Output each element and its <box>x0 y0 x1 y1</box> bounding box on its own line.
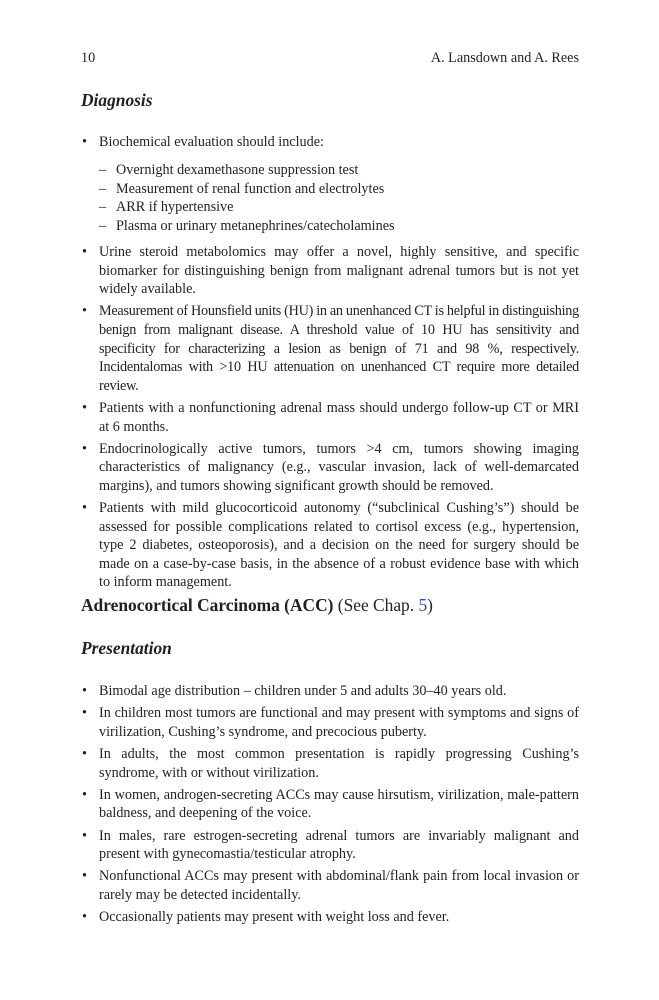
diagnosis-bullet-list <box>81 243 579 596</box>
list-item: • Occasionally patients may present with weight loss and fever. <box>82 909 450 926</box>
bullet-text: Bimodal age distribution – children under 5 and adults 30–40 years old. <box>99 683 507 699</box>
bullet-text: Urine steroid metabolomics may offer a novel, highly sensitive, and specific biomarker for distinguishing benign from malignant adrenal tumors but is not yet widely available. <box>99 244 579 298</box>
diagnosis-heading: Diagnosis <box>81 90 153 110</box>
bullet-text: Measurement of Hounsfield units (HU) in an unenhanced CT is helpful in distinguishing benign from malignant disease. A threshold value of 10 HU has sensitivity and specificity for characterizing a lesion as benign of 71 and 98 %, respectively. Incidentalomas with >10 HU attenuation on unenhanced CT require more detailed review. <box>99 303 579 394</box>
bullet-text: Endocrinologically active tumors, tumors >4 cm, tumors showing imaging characteristics of malignancy (e.g., vascular invasion, lack of well-demarcated margins), and tumors showing significant growth should be removed. <box>99 440 579 494</box>
bullet-text: Occasionally patients may present with weight loss and fever. <box>99 909 450 926</box>
acc-section-heading <box>81 594 433 616</box>
bullet-text: Patients with a nonfunctioning adrenal mass should undergo follow-up CT or MRI at 6 months. <box>99 399 579 435</box>
bullet-text: Nonfunctional ACCs may present with abdominal/flank pain from local invasion or rarely may be detected incidentally. <box>99 868 579 903</box>
chapter-link[interactable]: 5 <box>418 595 428 615</box>
list-item: • In children most tumors are functional and may present with symptoms and signs of virilization, Cushing’s syndrome, and precocious puberty. <box>82 705 579 740</box>
biochemical-tests-list <box>99 161 569 235</box>
diagnosis-intro-list <box>81 133 579 155</box>
list-item: • Urine steroid metabolomics may offer a novel, highly sensitive, and specific biomarker for distinguishing benign from malignant adrenal tumors but is not yet widely available. <box>82 244 579 298</box>
test-text: Measurement of renal function and electrolytes <box>116 180 385 197</box>
running-head-authors: A. Lansdown and A. Rees <box>430 50 579 66</box>
bullet-text: In males, rare estrogen-secreting adrenal tumors are invariably malignant and present with gynecomastia/testicular atrophy. <box>99 827 579 863</box>
list-item: • In adults, the most common presentation is rapidly progressing Cushing’s syndrome, with or without virilization. <box>82 745 579 781</box>
chapter-reference <box>338 595 433 615</box>
bullet-text: Patients with mild glucocorticoid autonomy (“subclinical Cushing’s”) should be assessed for possible complications related to cortisol excess (e.g., hypertension, type 2 diabetes, osteoporosis), and a decision on the need for surgery should be made on a case-by-case basis, in the absence of a robust evidence base with which to inform management. <box>99 500 579 591</box>
list-item: • Nonfunctional ACCs may present with abdominal/flank pain from local invasion or rarely may be detected incidentally. <box>82 868 579 903</box>
list-item: – Plasma or urinary metanephrines/catecholamines <box>99 217 395 234</box>
list-item: – Overnight dexamethasone suppression test <box>99 162 359 178</box>
test-text: Overnight dexamethasone suppression test <box>116 162 359 178</box>
list-item: – Measurement of renal function and electrolytes <box>99 180 385 197</box>
presentation-bullet-list <box>81 682 579 930</box>
list-item: • In males, rare estrogen-secreting adrenal tumors are invariably malignant and present with gynecomastia/testicular atrophy. <box>82 827 579 863</box>
test-text: ARR if hypertensive <box>116 199 234 216</box>
bullet-text: In adults, the most common presentation is rapidly progressing Cushing’s syndrome, with or without virilization. <box>99 745 579 781</box>
reference-suffix: ) <box>427 595 433 615</box>
list-item: • Endocrinologically active tumors, tumors >4 cm, tumors showing imaging characteristics of malignancy (e.g., vascular invasion, lack of well-demarcated margins), and tumors showing significant growth should be removed. <box>82 440 579 494</box>
running-head <box>81 49 579 67</box>
list-item: • Patients with mild glucocorticoid autonomy (“subclinical Cushing’s”) should be assessed for possible complications related to cortisol excess (e.g., hypertension, type 2 diabetes, osteoporosis), and a decision on the need for surgery should be made on a case-by-case basis, in the absence of a robust evidence base with which to inform management. <box>82 500 579 591</box>
acc-heading-text: Adrenocortical Carcinoma (ACC) <box>81 595 334 615</box>
test-text: Plasma or urinary metanephrines/catecholamines <box>116 217 395 234</box>
presentation-heading: Presentation <box>81 638 172 658</box>
list-item: • Measurement of Hounsfield units (HU) in an unenhanced CT is helpful in distinguishing benign from malignant disease. A threshold value of 10 HU has sensitivity and specificity for characterizing a lesion as benign of 71 and 98 %, respectively. Incidentalomas with >10 HU attenuation on unenhanced CT require more detailed review. <box>82 303 579 394</box>
list-item: • Patients with a nonfunctioning adrenal mass should undergo follow-up CT or MRI at 6 months. <box>82 399 579 435</box>
bullet-text: In children most tumors are functional and may present with symptoms and signs of virilization, Cushing’s syndrome, and precocious puberty. <box>99 705 579 740</box>
list-item: • Bimodal age distribution – children under 5 and adults 30–40 years old. <box>82 683 507 699</box>
list-item: – ARR if hypertensive <box>99 199 234 216</box>
reference-prefix: (See Chap. <box>337 595 419 615</box>
list-item: • Biochemical evaluation should include: <box>82 134 324 150</box>
list-item: • In women, androgen-secreting ACCs may cause hirsutism, virilization, male-pattern baldness, and deepening of the voice. <box>82 786 579 822</box>
page-number: 10 <box>81 50 96 66</box>
bullet-text: Biochemical evaluation should include: <box>99 134 324 150</box>
bullet-text: In women, androgen-secreting ACCs may cause hirsutism, virilization, male-pattern baldness, and deepening of the voice. <box>99 786 579 822</box>
